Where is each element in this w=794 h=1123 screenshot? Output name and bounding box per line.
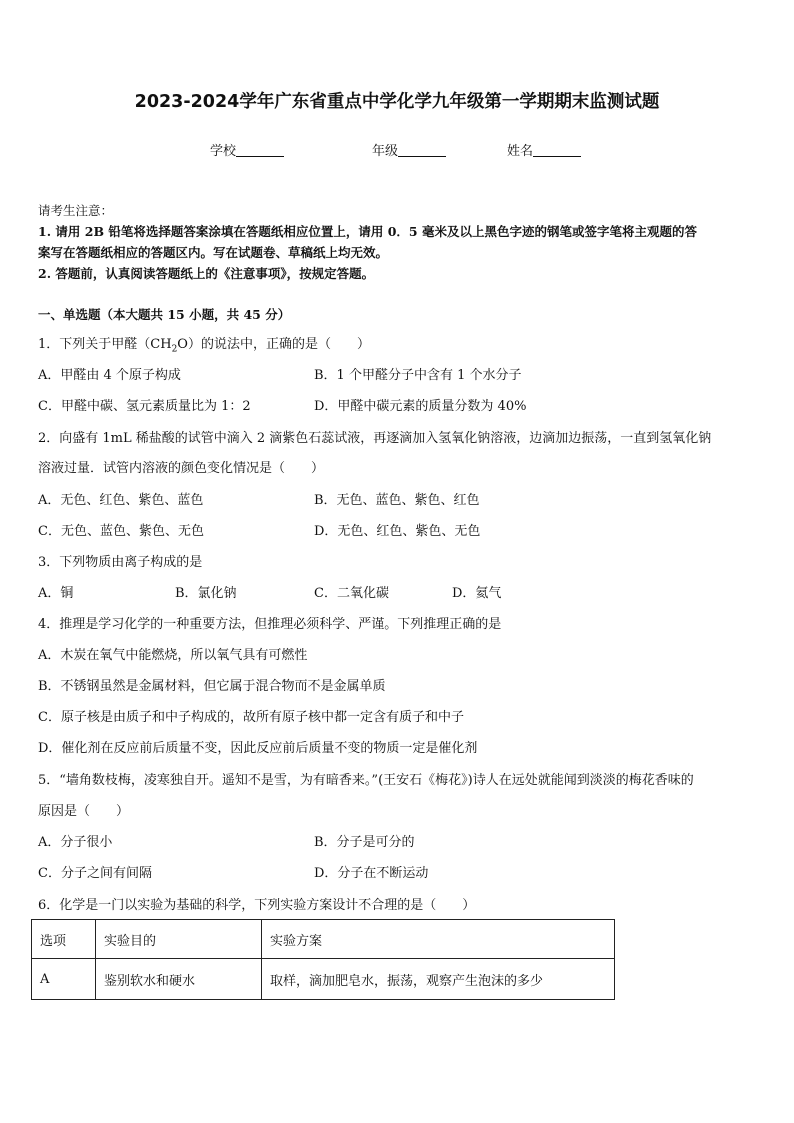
q1-option-a: A．甲醛由 4 个原子构成: [38, 368, 181, 383]
exam-title: 2023-2024学年广东省重点中学化学九年级第一学期期末监测试题: [134, 92, 660, 112]
q5-option-c: C．分子之间有间隔: [38, 866, 152, 881]
q1-stem-part-2: O）的说法中，正确的是（ ）: [177, 337, 370, 352]
q1-option-b: B．1 个甲醛分子中含有 1 个水分子: [314, 368, 522, 383]
name-blank: [533, 144, 581, 157]
q3-option-b: B．氯化钠: [175, 586, 237, 601]
q6-table: [31, 919, 615, 1000]
q3-option-d: D．氦气: [452, 586, 502, 601]
notice-block: [38, 200, 758, 284]
table-header-cell: 选项: [32, 920, 96, 959]
q2-option-a: A．无色、红色、紫色、蓝色: [38, 493, 204, 508]
q4-option-b: B．不锈钢虽然是金属材料，但它属于混合物而不是金属单质: [38, 679, 386, 694]
q1-stem-part-1: 1．下列关于甲醛（CH: [38, 337, 172, 352]
q5-option-b: B．分子是可分的: [314, 835, 415, 850]
table-header-row: [32, 920, 615, 959]
q4-option-c: C．原子核是由质子和中子构成的，故所有原子核中都一定含有质子和中子: [38, 710, 464, 725]
table-cell: 取样，滴加肥皂水，振荡，观察产生泡沫的多少: [262, 959, 615, 1000]
notice-line-3: 2. 答题前，认真阅读答题纸上的《注意事项》，按规定答题。: [38, 266, 375, 281]
name-field: [507, 140, 581, 159]
q4-option-d: D．催化剂在反应前后质量不变，因此反应前后质量不变的物质一定是催化剂: [38, 741, 478, 756]
grade-label: 年级: [372, 144, 399, 159]
q2-option-c: C．无色、蓝色、紫色、无色: [38, 524, 204, 539]
q3-option-a: A．铜: [38, 586, 74, 601]
q1-option-c: C．甲醛中碳、氢元素质量比为 1：2: [38, 399, 251, 414]
school-label: 学校: [210, 144, 237, 159]
q6-stem: 6．化学是一门以实验为基础的科学，下列实验方案设计不合理的是（ ）: [38, 898, 476, 913]
table-row: [32, 959, 615, 1000]
table-cell: 鉴别软水和硬水: [96, 959, 262, 1000]
name-label: 姓名: [507, 144, 534, 159]
q3-option-c: C．二氧化碳: [314, 586, 389, 601]
notice-heading: 请考生注意：: [38, 203, 114, 218]
grade-field: [372, 140, 446, 159]
notice-line-2: 案写在答题纸相应的答题区内。写在试题卷、草稿纸上均无效。: [38, 245, 389, 260]
table-cell: A: [32, 959, 96, 1000]
section-heading: 一、单选题（本大题共 15 小题，共 45 分）: [38, 307, 291, 322]
q5-stem-line-2: 原因是（ ）: [38, 804, 130, 819]
q2-stem-line-1: 2．向盛有 1mL 稀盐酸的试管中滴入 2 滴紫色石蕊试液，再逐滴加入氢氧化钠溶液，边滴加边振荡，一直到氢氧化钠: [38, 431, 712, 446]
q1-option-d: D．甲醛中碳元素的质量分数为 40%: [314, 399, 527, 414]
notice-line-1: 1. 请用 2B 铅笔将选择题答案涂填在答题纸相应位置上，请用 0．5 毫米及以上黑色字迹的钢笔或签字笔将主观题的答: [38, 224, 697, 239]
q5-option-d: D．分子在不断运动: [314, 866, 429, 881]
q3-stem: 3．下列物质由离子构成的是: [38, 555, 203, 570]
q2-option-b: B．无色、蓝色、紫色、红色: [314, 493, 480, 508]
q5-stem-line-1: 5．“墙角数枝梅，凌寒独自开。遥知不是雪，为有暗香来。”(王安石《梅花》)诗人在远处就能闻到淡淡的梅花香味的: [38, 773, 694, 788]
table-header-cell: 实验目的: [96, 920, 262, 959]
table-header-cell: 实验方案: [262, 920, 615, 959]
q4-stem: 4．推理是学习化学的一种重要方法，但推理必须科学、严谨。下列推理正确的是: [38, 617, 502, 632]
grade-blank: [398, 144, 446, 157]
q2-option-d: D．无色、红色、紫色、无色: [314, 524, 481, 539]
q4-option-a: A．木炭在氧气中能燃烧，所以氧气具有可燃性: [38, 648, 308, 663]
q2-stem-line-2: 溶液过量．试管内溶液的颜色变化情况是（ ）: [38, 461, 325, 476]
q5-option-a: A．分子很小: [38, 835, 113, 850]
q1-stem: [38, 333, 370, 355]
q1-subscript: 2: [171, 344, 178, 355]
school-field: [210, 140, 284, 159]
school-blank: [236, 144, 284, 157]
